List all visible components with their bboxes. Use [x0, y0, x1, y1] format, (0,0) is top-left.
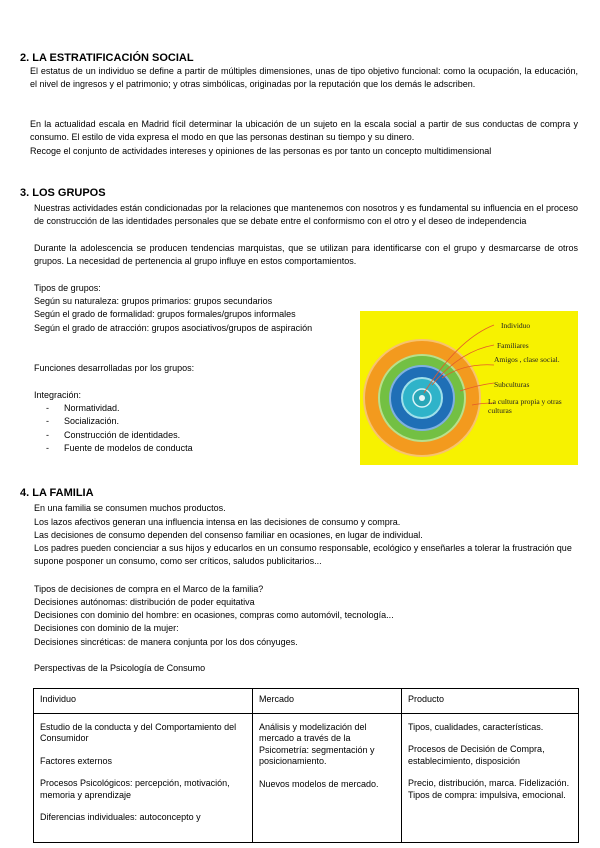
label-subculturas: Subculturas	[494, 380, 530, 389]
integration-item: - Construcción de identidades.	[34, 429, 334, 442]
section-2-heading: 2. LA ESTRATIFICACIÓN SOCIAL	[20, 52, 194, 64]
family-line-2: Los lazos afectivos generan una influencia intensa en las decisiones de consumo y compra.	[34, 517, 401, 527]
cell-line: Factores externos	[40, 755, 113, 766]
cell-line: Tipos de compra: impulsiva, emocional.	[408, 789, 566, 800]
perspectives-title: Perspectivas de la Psicología de Consumo	[34, 663, 206, 673]
integration-item: - Fuente de modelos de conducta	[34, 442, 334, 455]
cell-line: Procesos de Decisión de Compra, establecimiento, disposición	[408, 744, 545, 766]
group-type-formality: Según el grado de formalidad: grupos formales/grupos informales	[34, 309, 296, 319]
table-row	[34, 714, 579, 843]
header-mercado: Mercado	[253, 689, 402, 714]
section-3-heading: 3. LOS GRUPOS	[20, 187, 106, 199]
integration-list	[34, 402, 334, 456]
label-cultura: La cultura propia y otras culturas	[488, 397, 562, 415]
label-amigos: Amigos , clase social.	[494, 355, 560, 364]
table-header-row	[34, 689, 579, 714]
family-line-3: Las decisiones de consumo dependen del consenso familiar en ocasiones, en lugar de individual.	[34, 530, 423, 540]
cell-line: Procesos Psicológicos: percepción, motivación, memoria y aprendizaje	[40, 778, 230, 800]
social-circles-figure	[360, 311, 578, 465]
group-type-nature: Según su naturaleza: grupos primarios: grupos secundarios	[34, 296, 273, 306]
cell-line: Análisis y modelización del mercado a través de la Psicometría: segmentación y posicionamiento.	[259, 722, 375, 767]
cell-line: Diferencias individuales: autoconcepto y	[40, 812, 201, 823]
integration-item: - Socialización.	[34, 415, 334, 428]
integration-item: - Normatividad.	[34, 402, 334, 415]
header-producto: Producto	[402, 689, 579, 714]
family-paragraph-parents: Los padres pueden concienciar a sus hijos y educarlos en un consumo responsable, ecológico y enseñarles a tolerar la frustración que supone posponer un consumo, como ser críticos, saludos publicitarios...	[34, 543, 572, 567]
cell-line: Tipos, cualidades, características.	[408, 722, 544, 732]
label-familiares: Familiares	[497, 341, 529, 350]
section-2-paragraph-3: Recoge el conjunto de actividades intereses y opiniones de las personas es por tanto un concepto multidimensional	[30, 146, 492, 156]
decision-autonomous: Decisiones autónomas: distribución de poder equitativa	[34, 597, 255, 607]
decision-woman: Decisiones con dominio de la mujer:	[34, 623, 179, 633]
group-types-title: Tipos de grupos:	[34, 283, 101, 293]
perspectives-table	[33, 688, 579, 843]
section-2-paragraph-1: El estatus de un individuo se define a partir de múltiples dimensiones, unas de tipo objetivo funcional: como la ocupación, la educación, el nivel de ingresos y el patrimonio; y otras simbólicas, originadas por la reputación que los demás le adscriben.	[30, 66, 578, 90]
cell-line: Nuevos modelos de mercado.	[259, 778, 379, 789]
section-3-paragraph-2: Durante la adolescencia se producen tendencias marquistas, que se utilizan para identificarse con el grupo y desmarcarse de otros grupos. La necesidad de pertenencia al grupo influye en estos comportamientos.	[34, 243, 578, 267]
concentric-circles-diagram	[360, 311, 578, 465]
section-3-paragraph-1: Nuestras actividades están condicionadas por la relaciones que mantenemos con nosotros y es fundamental su influencia en el proceso de construcción de las identidades personales que se debate entre el conformismo con el otro y el deseo de independencia	[34, 203, 578, 227]
decision-man: Decisiones con dominio del hombre: en ocasiones, compras como automóvil, tecnología...	[34, 610, 394, 620]
cell-line: Precio, distribución, marca. Fidelización.	[408, 778, 570, 789]
decision-syncretic: Decisiones sincréticas: de manera conjunta por los dos cónyuges.	[34, 637, 298, 647]
section-4-heading: 4. LA FAMILIA	[20, 487, 94, 499]
circle-center	[419, 395, 425, 401]
cell-individuo	[34, 714, 253, 843]
cell-line: Estudio de la conducta y del Comportamiento del Consumidor	[40, 722, 237, 744]
integration-title: Integración:	[34, 390, 82, 400]
header-individuo: Individuo	[34, 689, 253, 714]
cell-producto	[402, 714, 579, 843]
group-type-attraction: Según el grado de atracción: grupos asociativos/grupos de aspiración	[34, 323, 313, 333]
label-individuo: Individuo	[501, 321, 531, 330]
cell-mercado	[253, 714, 402, 843]
decisions-title: Tipos de decisiones de compra en el Marco de la familia?	[34, 584, 264, 594]
section-2-paragraph-2: En la actualidad escala en Madrid fícil determinar la ubicación de un sujeto en la escala social a partir de sus conductas de compra y consumo. El estilo de vida expresa el modo en que las personas destinan su tiempo y su dinero.	[30, 119, 578, 143]
functions-title: Funciones desarrolladas por los grupos:	[34, 363, 195, 373]
family-line-1: En una familia se consumen muchos productos.	[34, 503, 226, 513]
